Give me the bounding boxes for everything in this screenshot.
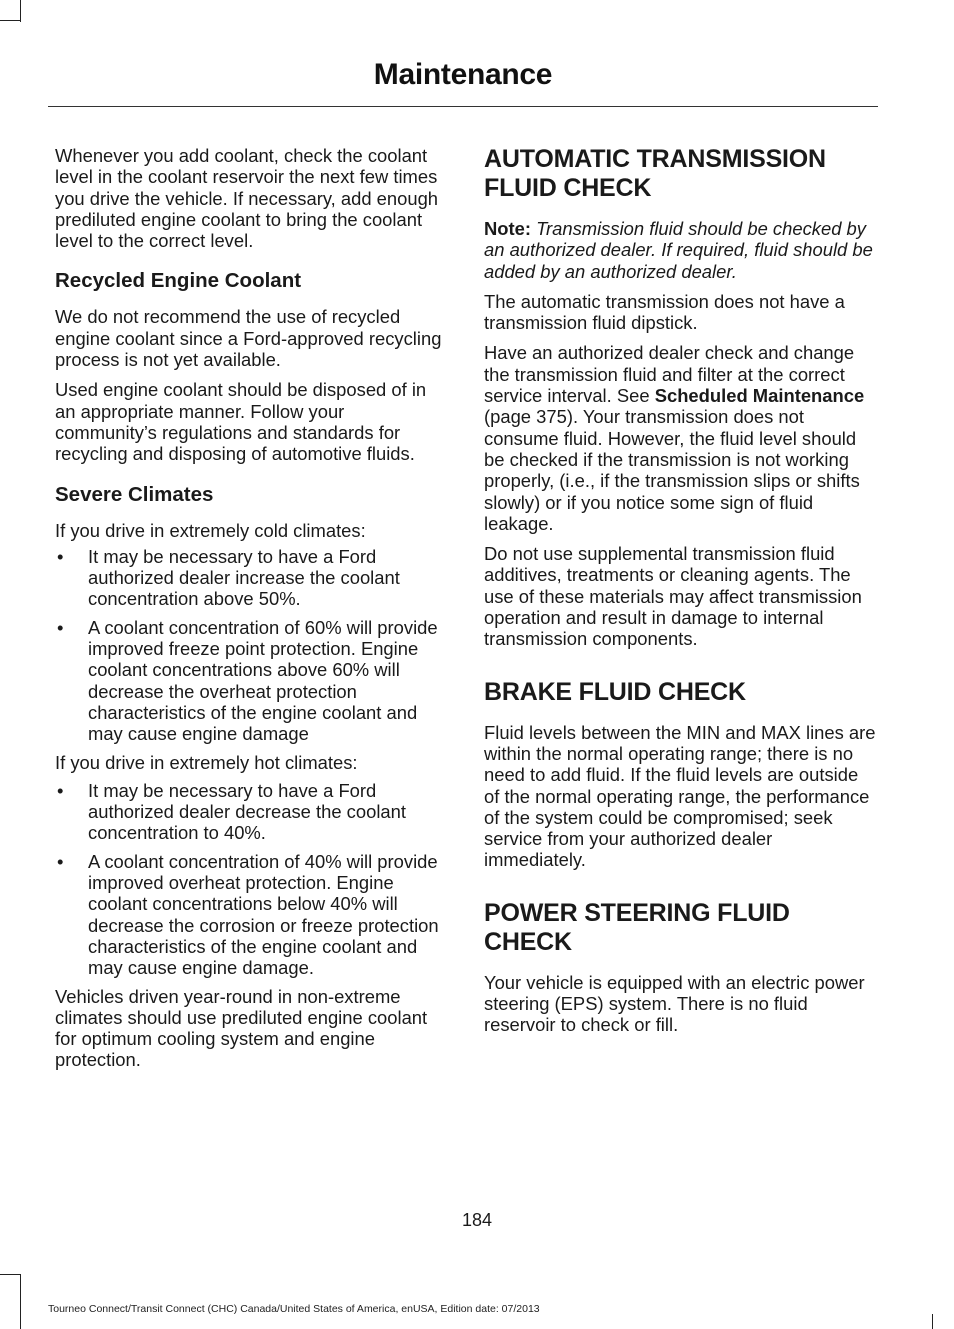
cold-climates-intro: If you drive in extremely cold climates:	[55, 519, 366, 541]
list-item	[55, 780, 447, 844]
brake-fluid-heading: BRAKE FLUID CHECK	[484, 677, 746, 706]
crop-mark-bottom-left-vertical	[20, 1274, 21, 1329]
atf-paragraph-2	[484, 342, 876, 534]
brake-paragraph: Fluid levels between the MIN and MAX lines are within the normal operating range; there is no need to add fluid. If the fluid levels are outside of the normal operating range, the performance of the system could be compromised; seek service from your authorized dealer immediately.	[484, 721, 876, 871]
list-item-text: A coolant concentration of 60% will provide improved freeze point protection. Engine coolant concentrations above 60% will decrease the overheat protection characteristics of the engine coolant and may cause engine damage	[88, 616, 438, 745]
recycled-paragraph-1: We do not recommend the use of recycled engine coolant since a Ford-approved recycling process is not yet available.	[55, 306, 442, 371]
hot-climates-intro: If you drive in extremely hot climates:	[55, 751, 358, 773]
atf-paragraph-1: The automatic transmission does not have a transmission fluid dipstick.	[484, 290, 845, 334]
coolant-intro-paragraph: Whenever you add coolant, check the coolant level in the coolant reservoir the next few times you drive the vehicle. If necessary, add enough prediluted engine coolant to bring the coolant level to the correct level.	[55, 145, 439, 252]
page-title: Maintenance	[373, 58, 553, 91]
right-column	[484, 145, 876, 1045]
title-divider	[48, 106, 878, 107]
page-number: 184	[461, 1210, 493, 1230]
list-item-text: A coolant concentration of 40% will provide improved overheat protection. Engine coolant concentrations below 40% will decrease the corrosion or freeze protection characteristics of the engine coolant and may cause engine damage.	[88, 850, 439, 979]
hot-climates-list	[55, 780, 447, 979]
power-steering-heading: POWER STEERING FLUID CHECK	[484, 898, 790, 956]
power-steering-paragraph: Your vehicle is equipped with an electric power steering (EPS) system. There is no fluid reservoir to check or fill.	[484, 971, 865, 1036]
left-column	[55, 145, 447, 1080]
recycled-paragraph-2: Used engine coolant should be disposed of in an appropriate manner. Follow your community’s regulations and standards for recycling and disposing of automotive fluids.	[55, 379, 427, 465]
severe-climates-heading: Severe Climates	[55, 482, 214, 506]
atf-paragraph-2-end: (page 375). Your transmission does not consume fluid. However, the fluid level should be checked if the transmission is not working properly, (i.e., if the transmission slips or shifts slowly) or if you notice some sign of fluid leakage.	[484, 406, 860, 534]
atf-paragraph-3: Do not use supplemental transmission fluid additives, treatments or cleaning agents. The use of these materials may affect transmission operation and result in damage to internal transmission components.	[484, 543, 862, 650]
footer-edition-info: Tourneo Connect/Transit Connect (CHC) Canada/United States of America, enUSA, Edition date: 07/2013	[48, 1303, 540, 1315]
note-label: Note:	[484, 218, 531, 239]
bullet-icon: •	[57, 545, 64, 567]
bullet-icon: •	[57, 779, 64, 801]
list-item	[55, 851, 447, 979]
recycled-coolant-heading: Recycled Engine Coolant	[55, 269, 302, 293]
note-text: Transmission fluid should be checked by an authorized dealer. If required, fluid should be added by an authorized dealer.	[484, 218, 873, 282]
list-item	[55, 546, 447, 610]
list-item	[55, 617, 447, 745]
atf-check-heading: AUTOMATIC TRANSMISSION FLUID CHECK	[484, 145, 826, 202]
crop-mark-top-left-vertical	[20, 0, 21, 22]
list-item-text: It may be necessary to have a Ford authorized dealer increase the coolant concentration above 50%.	[88, 545, 400, 610]
list-item-text: It may be necessary to have a Ford authorized dealer decrease the coolant concentration to 40%.	[88, 779, 406, 844]
crop-mark-top-left-horizontal	[0, 20, 20, 21]
scheduled-maintenance-link[interactable]: Scheduled Maintenance	[654, 385, 865, 407]
closing-paragraph: Vehicles driven year-round in non-extreme climates should use prediluted engine coolant for optimum cooling system and engine protection.	[55, 985, 428, 1071]
cold-climates-list	[55, 546, 447, 745]
atf-note	[484, 218, 876, 282]
bullet-icon: •	[57, 616, 64, 638]
crop-mark-bottom-left-horizontal	[0, 1274, 20, 1275]
crop-mark-bottom-right-vertical	[932, 1314, 933, 1329]
atf-paragraph-2-start: Have an authorized dealer check and change the transmission fluid and filter at the correct service interval. See	[484, 342, 855, 407]
bullet-icon: •	[57, 850, 64, 872]
